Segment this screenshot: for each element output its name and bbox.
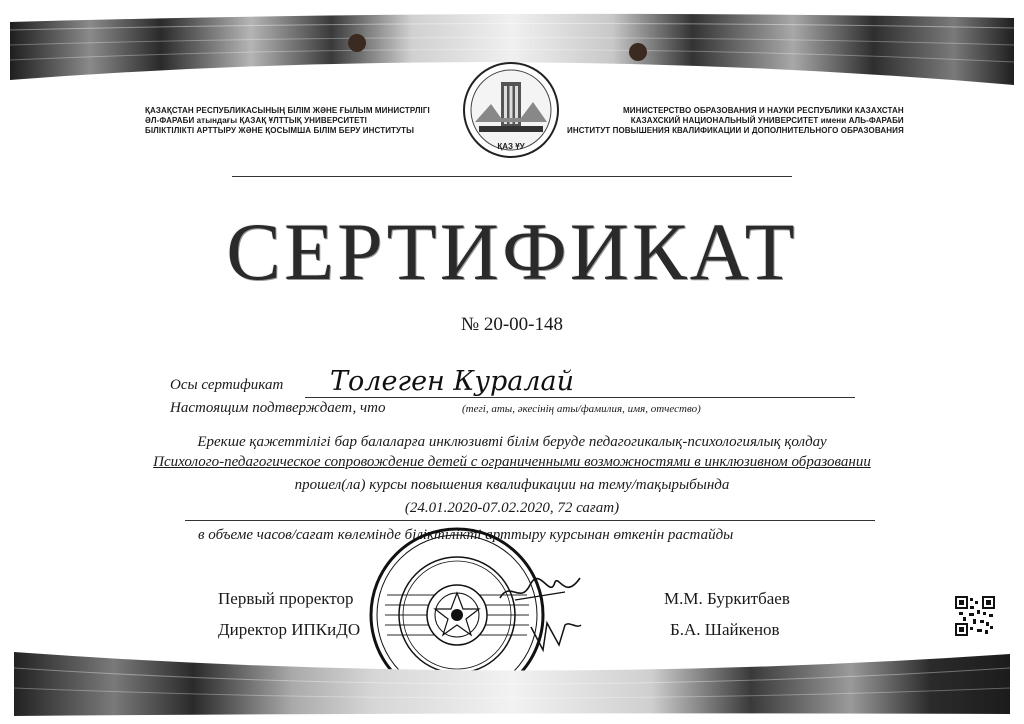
confirms-ru: Настоящим подтверждает, что [170, 400, 386, 416]
university-logo-emblem [461, 60, 561, 160]
header-right-line-3: ИНСТИТУТ ПОВЫШЕНИЯ КВАЛИФИКАЦИИ И ДОПОЛНИТЕЛЬНОГО ОБРАЗОВАНИЯ [567, 126, 904, 135]
logo-text: ҚАЗ ҰУ [497, 142, 525, 151]
completed-text: прошел(ла) курсы повышения квалификации на тему/тақырыбында [294, 477, 730, 493]
topic-kz: Ерекше қажеттілігі бар балаларға инклюзивті білім беруде педагогикалық-психологиялық қолдау [197, 434, 827, 450]
punch-hole-left [348, 34, 366, 52]
header-right-line-2: КАЗАХСКИЙ НАЦИОНАЛЬНЫЙ УНИВЕРСИТЕТ имени АЛЬ-ФАРАБИ [630, 116, 904, 125]
recipient-name: Толеген Куралай [330, 366, 575, 397]
qr-code [955, 596, 995, 636]
header-left-line-1: ҚАЗАҚСТАН РЕСПУБЛИКАСЫНЫҢ БІЛІМ ЖӘНЕ ҒЫЛЫМ МИНИСТРЛІГІ [145, 106, 430, 115]
signatory-role-2: Директор ИПКиДО [218, 620, 361, 639]
certificate-number: № 20-00-148 [460, 314, 564, 335]
header-left-line-3: БІЛІКТІЛІКТІ АРТТЫРУ ЖӘНЕ ҚОСЫМША БІЛІМ БЕРУ ИНСТИТУТЫ [145, 126, 415, 135]
header-left [145, 106, 430, 136]
this-certificate-kz: Осы сертификат [170, 377, 284, 393]
topic-ru: Психолого-педагогическое сопровождение детей с ограниченными возможностями в инклюзивном образовании [153, 454, 871, 470]
punch-hole-right [629, 43, 647, 61]
bottom-decorative-band [0, 648, 1024, 724]
signatory-name-1: М.М. Буркитбаев [664, 589, 790, 608]
header-left-line-2: ӘЛ-ФАРАБИ атындағы ҚАЗАҚ ҰЛТТЫҚ УНИВЕРСИТЕТІ [145, 116, 367, 125]
signatory-name-2: Б.А. Шайкенов [670, 620, 780, 639]
name-underline [305, 397, 855, 398]
volume-line: в объеме часов/сағат көлемінде біліктілікті арттыру курсынан өткенін растайды [198, 527, 734, 543]
course-dates: (24.01.2020-07.02.2020, 72 сағат) [404, 500, 620, 516]
dates-underline [185, 520, 875, 521]
header-right-line-1: МИНИСТЕРСТВО ОБРАЗОВАНИЯ И НАУКИ РЕСПУБЛИКИ КАЗАХСТАН [622, 106, 904, 115]
certificate-title: СЕРТИФИКАТ [226, 206, 798, 297]
name-hint: (тегі, аты, әкесінің аты/фамилия, имя, отчество) [462, 403, 701, 415]
header-divider [232, 176, 792, 177]
header-right [567, 106, 904, 136]
signatory-role-1: Первый проректор [218, 589, 354, 608]
